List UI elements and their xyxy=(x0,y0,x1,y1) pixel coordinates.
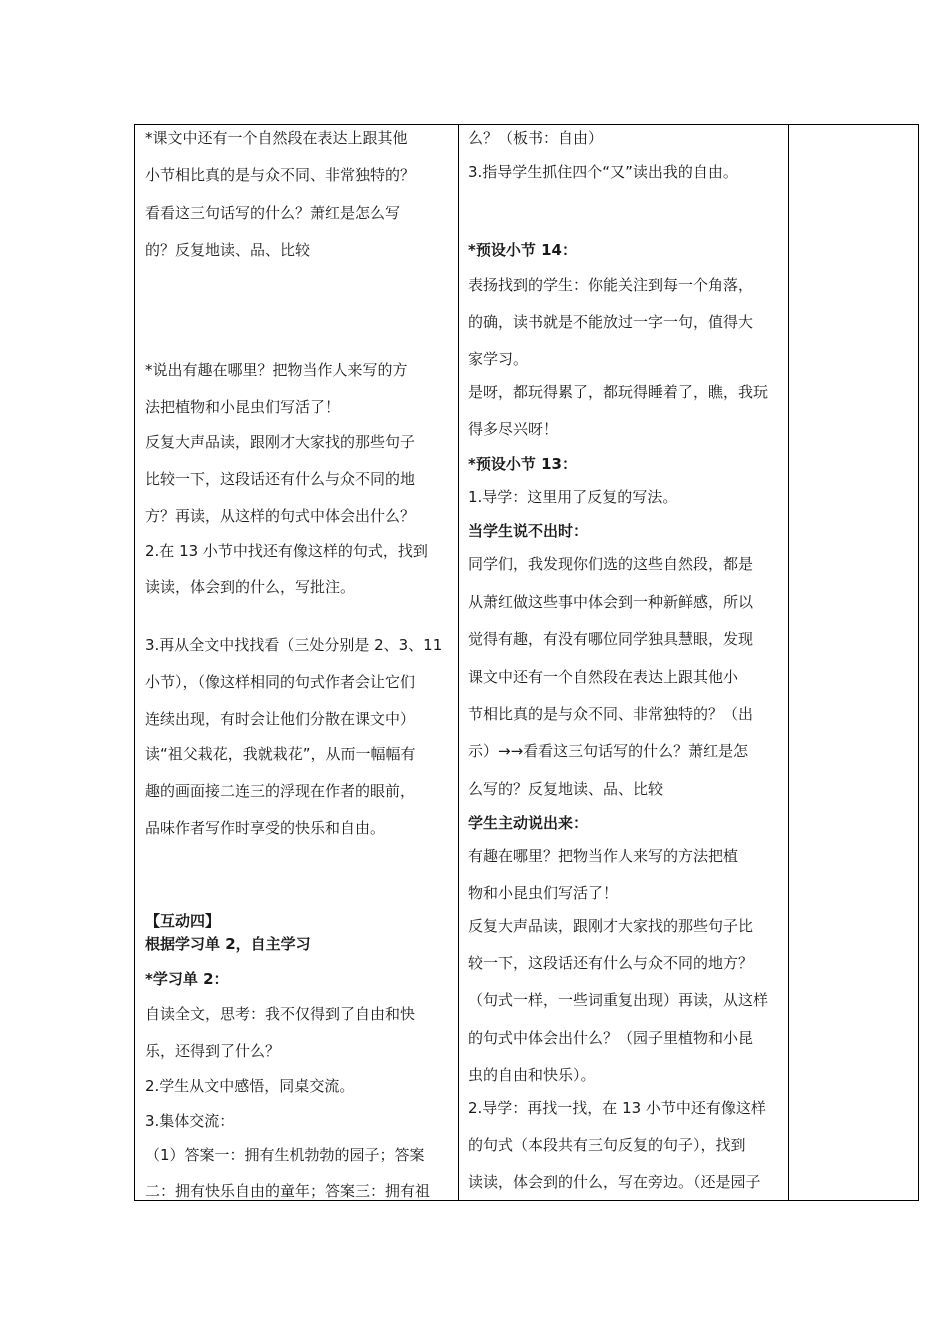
lesson-plan-table xyxy=(134,124,919,1201)
text-line: 较一下，这段话还有什么与众不同的地方？ xyxy=(468,954,754,972)
text-line: 读读，体会到的什么，写批注。 xyxy=(145,578,356,596)
column-divider-2 xyxy=(788,125,789,1200)
text-line: （句式一样，一些词重复出现）再读，从这样 xyxy=(468,991,769,1009)
text-line: 1.导学：这里用了反复的写法。 xyxy=(468,488,678,506)
text-line: 虫的自由和快乐）。 xyxy=(468,1066,596,1084)
text-line: 2.在 13 小节中找还有像这样的句式，找到 xyxy=(145,542,428,560)
text-line: 2.导学：再找一找，在 13 小节中还有像这样 xyxy=(468,1099,766,1117)
text-line: 得多尽兴呀！ xyxy=(468,420,559,438)
text-line: 物和小昆虫们写活了！ xyxy=(468,884,619,902)
text-line: 示）→→看看这三句话写的什么？萧红是怎 xyxy=(468,742,749,760)
notes-column xyxy=(798,125,908,1200)
section-subheading: 根据学习单 2，自主学习 xyxy=(145,935,311,953)
text-line: （1）答案一：拥有生机勃勃的园子；答案 xyxy=(145,1146,425,1164)
text-line: 自读全文，思考：我不仅得到了自由和快 xyxy=(145,1005,416,1023)
text-line: 读“祖父栽花，我就栽花”，从而一幅幅有 xyxy=(145,745,416,763)
text-line: 的句式（本段共有三句反复的句子），找到 xyxy=(468,1136,746,1154)
text-line: 家学习。 xyxy=(468,350,529,368)
text-line: 表扬找到的学生：你能关注到每一个角落， xyxy=(468,276,754,294)
text-line: 读读，体会到的什么，写在旁边。（还是园子 xyxy=(468,1173,761,1191)
text-line: 的？反复地读、品、比较 xyxy=(145,241,311,259)
text-line: 2.学生从文中感悟，同桌交流。 xyxy=(145,1077,355,1095)
text-line: 学生主动说出来： xyxy=(468,814,589,832)
text-line: 课文中还有一个自然段在表达上跟其他小 xyxy=(468,668,739,686)
text-line: *预设小节 13： xyxy=(468,455,577,473)
text-line: 乐，还得到了什么？ xyxy=(145,1042,281,1060)
section-heading: 【互动四】 xyxy=(145,912,221,930)
text-line: 小节），（像这样相同的句式作者会让它们 xyxy=(145,673,416,691)
text-line: 是呀，都玩得累了，都玩得睡着了，瞧，我玩 xyxy=(468,383,769,401)
text-line: 节相比真的是与众不同、非常独特的？（出 xyxy=(468,705,754,723)
text-line: 品味作者写作时享受的快乐和自由。 xyxy=(145,819,386,837)
text-line: 反复大声品读，跟刚才大家找的那些句子比 xyxy=(468,917,754,935)
text-line: 看看这三句话写的什么？萧红是怎么写 xyxy=(145,204,401,222)
text-line: 么？（板书：自由） xyxy=(468,129,604,147)
text-line: 3.再从全文中找找看（三处分别是 2、3、11 xyxy=(145,636,443,654)
text-line: 反复大声品读，跟刚才大家找的那些句子 xyxy=(145,433,416,451)
text-line: 有趣在哪里？把物当作人来写的方法把植 xyxy=(468,847,739,865)
text-line: *预设小节 14： xyxy=(468,241,577,259)
text-line: 二：拥有快乐自由的童年；答案三：拥有祖 xyxy=(145,1182,431,1200)
text-line: 法把植物和小昆虫们写活了！ xyxy=(145,398,341,416)
text-line: 趣的画面接二连三的浮现在作者的眼前， xyxy=(145,782,416,800)
text-line: 连续出现，有时会让他们分散在课文中） xyxy=(145,710,416,728)
text-line: *说出有趣在哪里？把物当作人来写的方 xyxy=(145,361,408,379)
text-line: 小节相比真的是与众不同、非常独特的？ xyxy=(145,166,416,184)
text-line: 的确，读书就是不能放过一字一句，值得大 xyxy=(468,313,754,331)
text-line: *学习单 2： xyxy=(145,970,229,988)
text-line: 觉得有趣，有没有哪位同学独具慧眼，发现 xyxy=(468,630,754,648)
text-line: 比较一下，这段话还有什么与众不同的地 xyxy=(145,470,416,488)
text-line: 的句式中体会出什么？（园子里植物和小昆 xyxy=(468,1029,754,1047)
column-divider-1 xyxy=(458,125,459,1200)
text-line: *课文中还有一个自然段在表达上跟其他 xyxy=(145,129,408,147)
text-line: 同学们，我发现你们选的这些自然段，都是 xyxy=(468,555,754,573)
text-line: 当学生说不出时： xyxy=(468,522,589,540)
text-line: 3.指导学生抓住四个“又”读出我的自由。 xyxy=(468,163,738,181)
text-line: 么写的？反复地读、品、比较 xyxy=(468,780,664,798)
text-line: 从萧红做这些事中体会到一种新鲜感，所以 xyxy=(468,593,754,611)
text-line: 方？再读，从这样的句式中体会出什么？ xyxy=(145,507,416,525)
text-line: 3.集体交流： xyxy=(145,1112,235,1130)
